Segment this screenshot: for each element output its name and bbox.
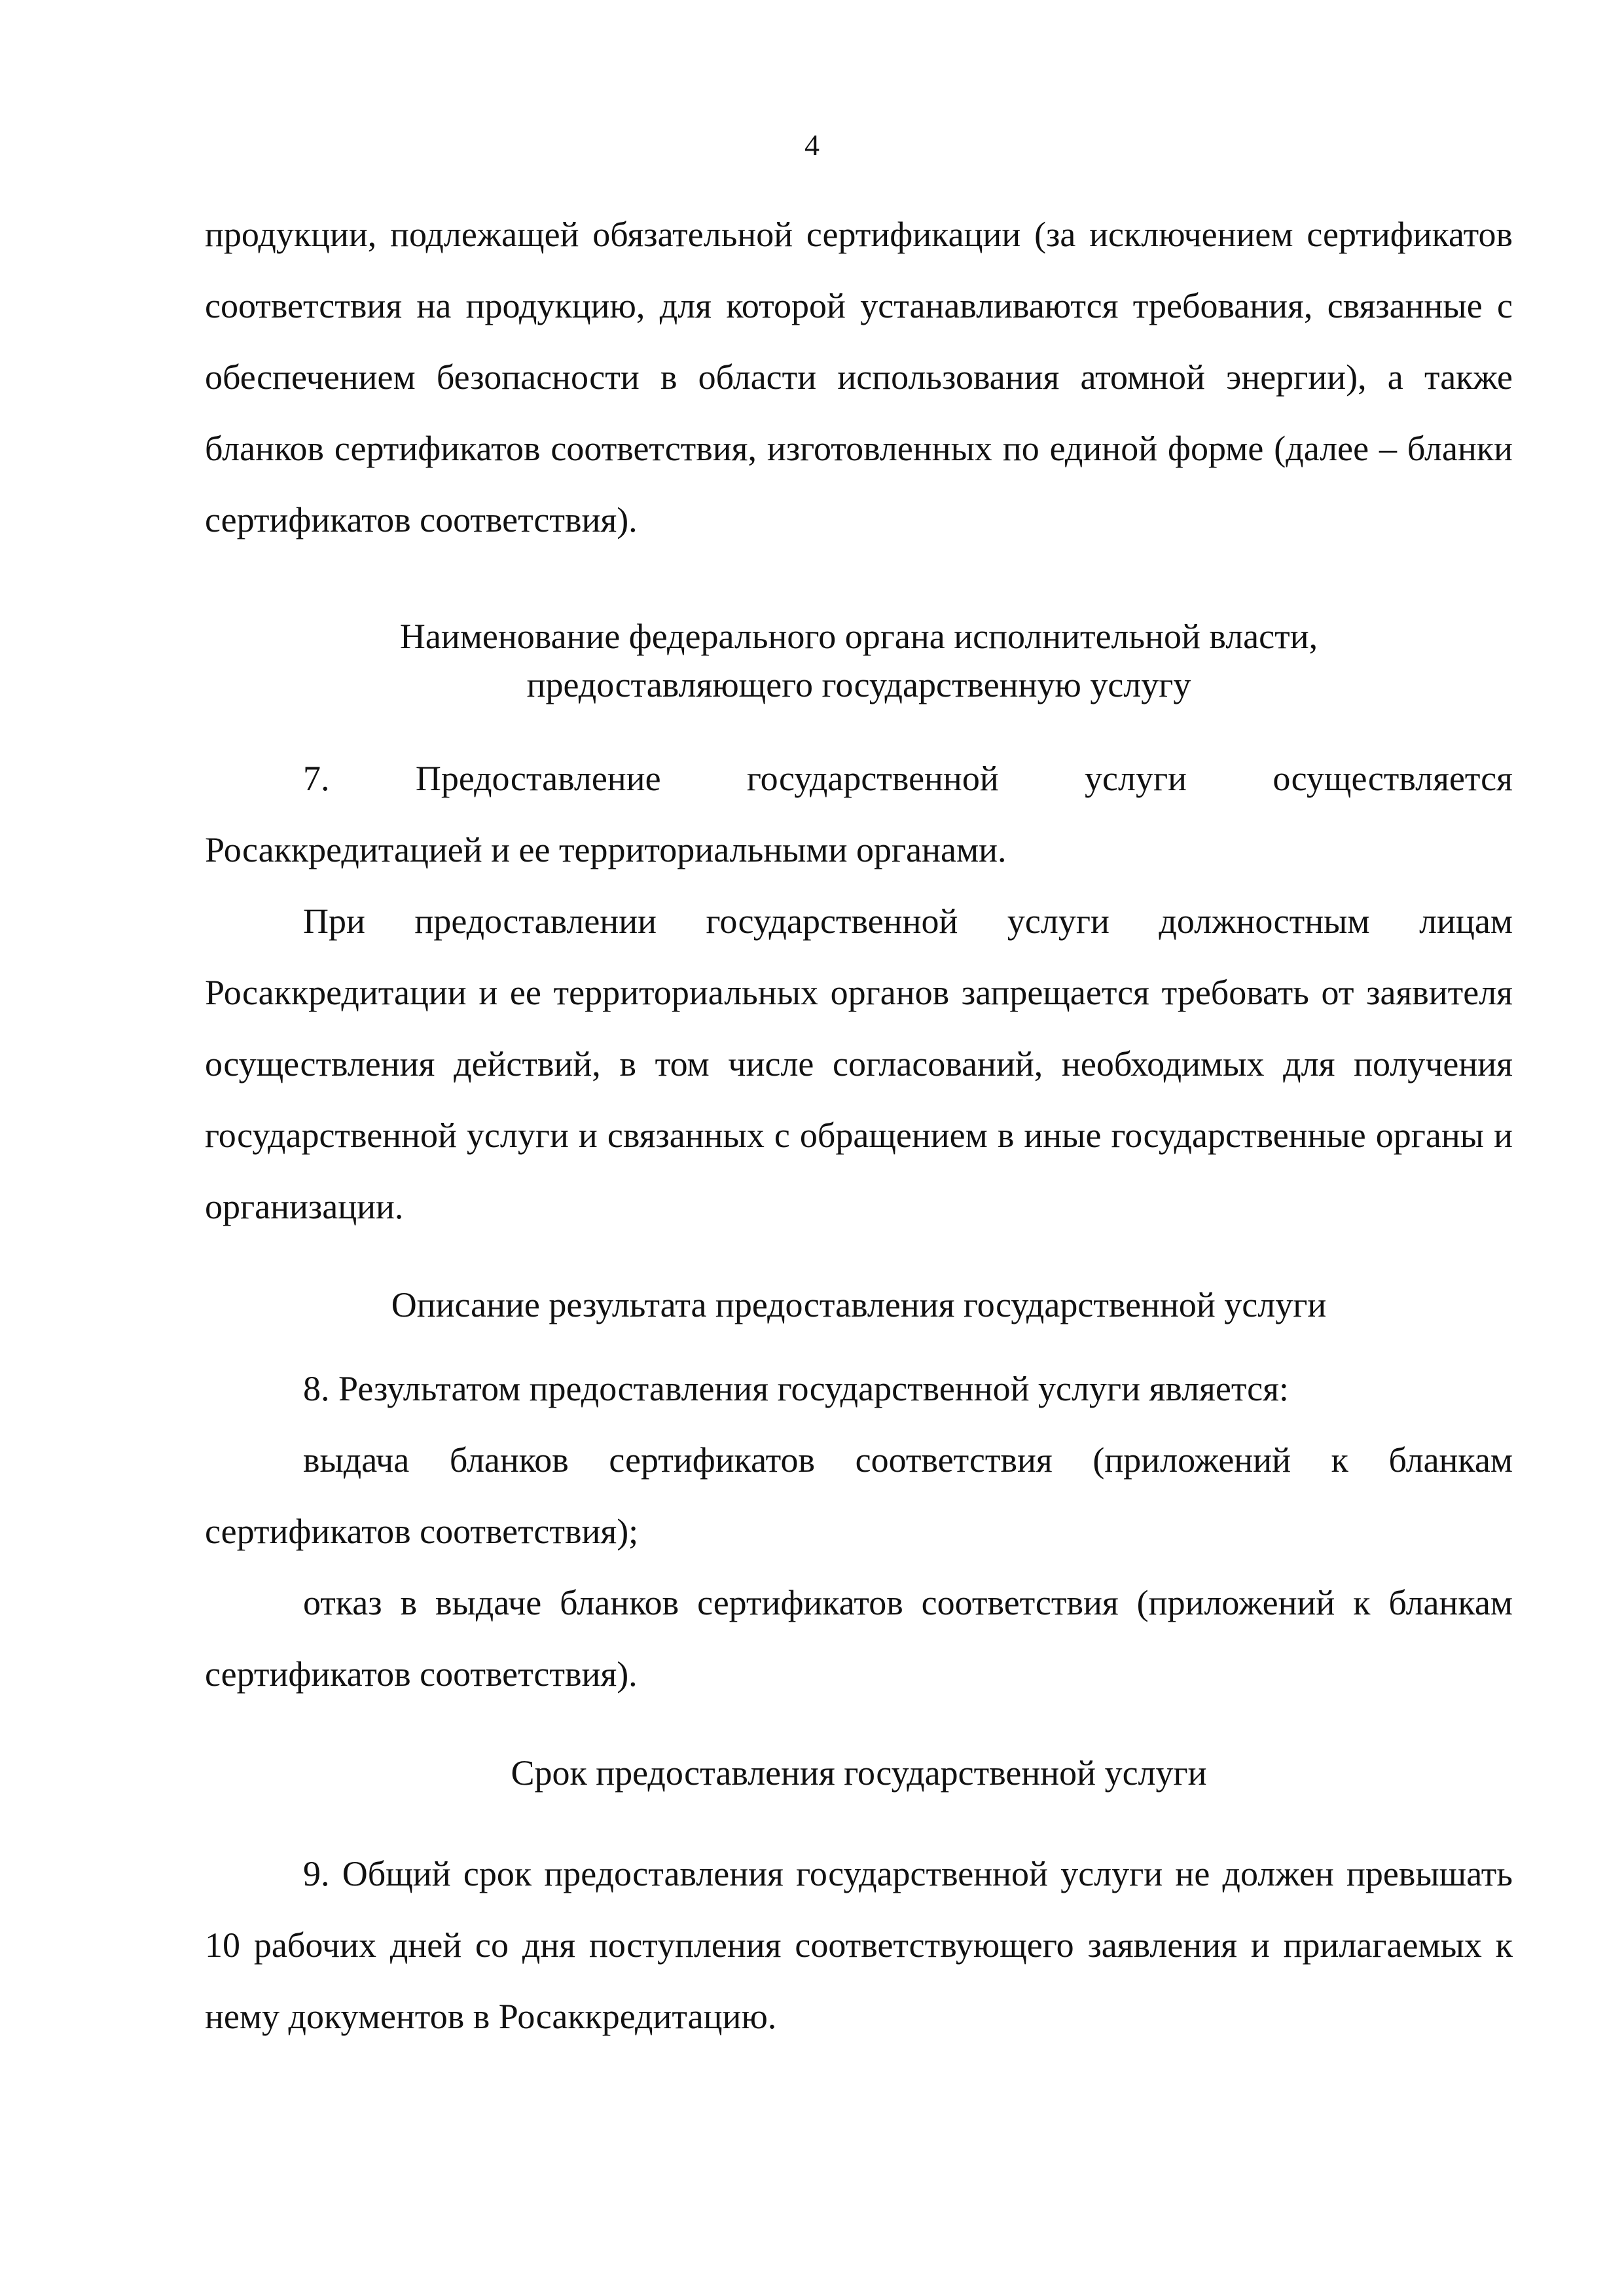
paragraph-prohibition: При предоставлении государственной услуги должностным лицам Росаккредитации и ее территориальных органов запрещается требовать от заявителя осуществления действий, в том числе согласований, необходимых для получения государственной услуги и связанных с обращением в иные государственные органы и организации. xyxy=(205,902,1513,1226)
paragraph-item-8: 8. Результатом предоставления государственной услуги является: xyxy=(303,1369,1289,1408)
paragraph-item-9: 9. Общий срок предоставления государственной услуги не должен превышать 10 рабочих дней со дня поступления соответствующего заявления и прилагаемых к нему документов в Росаккредитацию. xyxy=(205,1854,1513,2036)
section-heading-authority-line-2: предоставляющего государственную услугу xyxy=(526,665,1191,704)
paragraph-item-7-line-1: 7. Предоставление государственной услуги осуществляется xyxy=(303,759,1513,798)
section-heading-result: Описание результата предоставления государственной услуги xyxy=(391,1285,1327,1324)
paragraph-result-refusal: отказ в выдаче бланков сертификатов соответствия (приложений к бланкам сертификатов соответствия). xyxy=(205,1583,1513,1694)
page-number: 4 xyxy=(804,128,820,162)
section-heading-authority-line-1: Наименование федерального органа исполнительной власти, xyxy=(399,617,1318,656)
section-heading-authority xyxy=(205,612,1513,709)
paragraph-item-7 xyxy=(205,743,1513,886)
paragraph-continuation: продукции, подлежащей обязательной сертификации (за исключением сертификатов соответствия на продукцию, для которой устанавливаются требования, связанные с обеспечением безопасности в области использования атомной энергии), а также бланков сертификатов соответствия, изготовленных по единой форме (далее – бланки сертификатов соответствия). xyxy=(205,215,1513,539)
section-heading-term: Срок предоставления государственной услуги xyxy=(511,1753,1207,1793)
paragraph-result-issue: выдача бланков сертификатов соответствия (приложений к бланкам сертификатов соответствия); xyxy=(205,1440,1513,1551)
document-body xyxy=(205,199,1513,2052)
paragraph-item-7-line-2: Росаккредитацией и ее территориальными органами. xyxy=(205,830,1007,869)
